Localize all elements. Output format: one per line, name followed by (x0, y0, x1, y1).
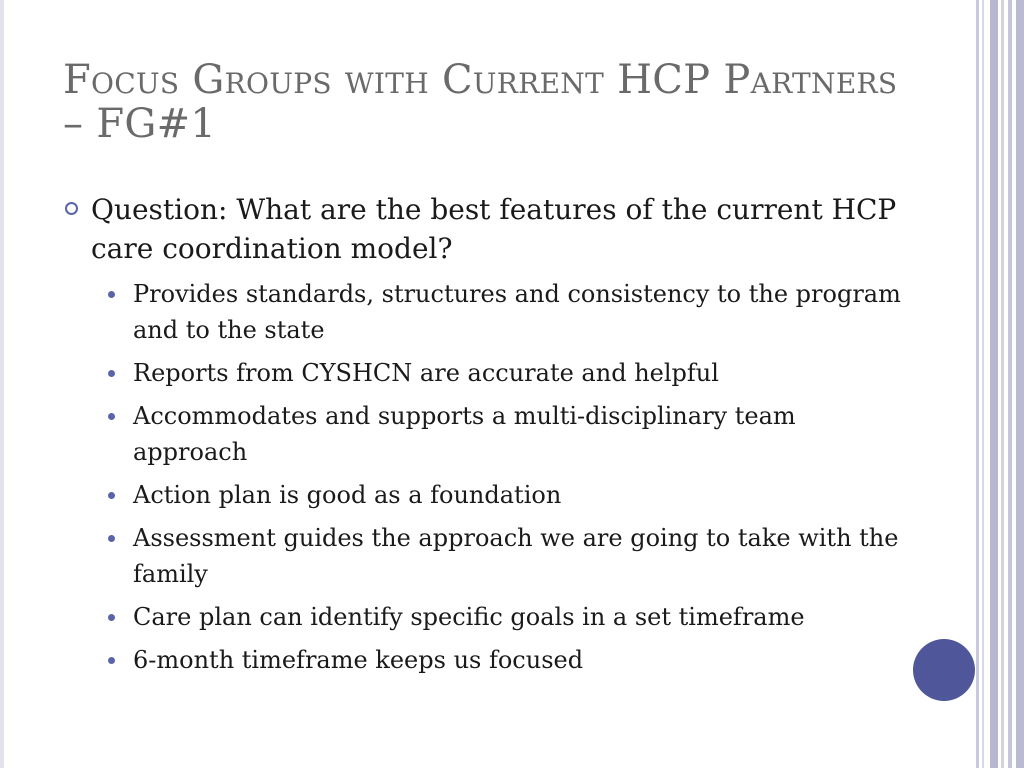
dot-bullet-icon (108, 492, 115, 499)
list-item (105, 355, 912, 391)
answer-list (62, 276, 912, 678)
slide-title: Focus Groups with Current HCP Partners – FG#1 (63, 57, 898, 147)
rail-stripe (1016, 0, 1024, 768)
list-item-text: Care plan can identify specific goals in a set timeframe (133, 603, 805, 631)
list-item (105, 398, 912, 470)
rail-stripe (982, 0, 984, 768)
list-item-text: Reports from CYSHCN are accurate and helpful (133, 359, 719, 387)
list-item-text: Accommodates and supports a multi-disciplinary team approach (133, 402, 796, 466)
list-item (105, 599, 912, 635)
dot-bullet-icon (108, 370, 115, 377)
list-item (105, 477, 912, 513)
dot-bullet-icon (108, 535, 115, 542)
dot-bullet-icon (108, 657, 115, 664)
slide-content (62, 190, 912, 685)
question-text: Question: What are the best features of the current HCP care coordination model? (91, 193, 897, 265)
list-item-text: Assessment guides the approach we are going to take with the family (133, 524, 899, 588)
question-bullet (62, 190, 912, 268)
rail-stripe (1008, 0, 1012, 768)
dot-bullet-icon (108, 291, 115, 298)
ring-bullet-icon (65, 202, 78, 215)
list-item (105, 520, 912, 592)
rail-stripe (990, 0, 998, 768)
list-item (105, 642, 912, 678)
list-item-text: 6-month timeframe keeps us focused (133, 646, 584, 674)
rail-stripe (1001, 0, 1004, 768)
rail-stripe (976, 0, 979, 768)
left-edge-stripe (0, 0, 4, 768)
list-item-text: Provides standards, structures and consistency to the program and to the state (133, 280, 901, 344)
dot-bullet-icon (108, 614, 115, 621)
right-decorative-rails (976, 0, 1024, 768)
list-item (105, 276, 912, 348)
filled-circle-decoration (913, 639, 975, 701)
dot-bullet-icon (108, 413, 115, 420)
list-item-text: Action plan is good as a foundation (133, 481, 562, 509)
